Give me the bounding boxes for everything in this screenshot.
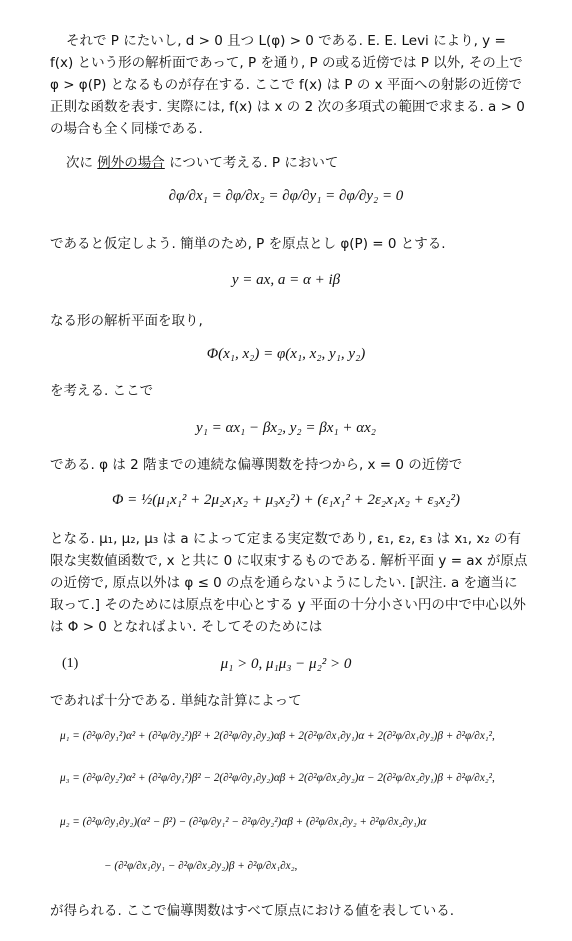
equation-number-1: (1) (62, 656, 79, 671)
equation-y-components: y₁ = αx₁ − βx₂, y₂ = βx₁ + αx₂ (196, 420, 376, 436)
equation-analytic-plane: y = ax, a = α + iβ (231, 272, 341, 288)
paragraph-exceptional-case (50, 152, 528, 174)
equation-mu2-line2: − (∂²φ/∂x₁∂y₁ − ∂²φ/∂x₂∂y₂)β + ∂²φ/∂x₁∂x₂, (104, 860, 298, 872)
equation-Phi-definition: Φ(x₁, x₂) = φ(x₁, x₂, y₁, y₂) (206, 346, 366, 362)
paragraph-assumption: であると仮定しよう. 簡単のため, P を原点とし φ(P) = 0 とする. (50, 236, 446, 252)
equation-mu2-line1: μ₂ = (∂²φ/∂y₁∂y₂)(α² − β²) − (∂²φ/∂y₁² − ∂²φ/∂y₂²)αβ + (∂²φ/∂x₁∂y₂ + ∂²φ/∂x₂∂y₁)α (60, 816, 427, 828)
paragraph-simple-calculation: であれば十分である. 単純な計算によって (50, 693, 302, 709)
paragraph-mu-epsilon: となる. μ₁, μ₂, μ₃ は a によって定まる実定数であり, ε₁, ε₂, ε₃ は x₁, x₂ の有限な実数値函数で, x と共に 0 に収束するものである. 解析平面 y = ax が原点の近傍で, 原点以外は φ ≤ 0 の点を通らないようにしたい. [訳注. a を適当に取って.] そのためには原点を中心とする y 平面の十分小さい円の中で中心以外は Φ > 0 となればよい. そしてそのためには (50, 531, 528, 635)
equation-mu3: μ₃ = (∂²φ/∂y₂²)α² + (∂²φ/∂y₁²)β² − 2(∂²φ/∂y₁∂y₂)αβ + 2(∂²φ/∂x₂∂y₂)α − 2(∂²φ/∂x₂∂y₁)β + ∂²φ/∂x₂², (60, 772, 495, 784)
text-segment: について考える. P において (164, 155, 339, 171)
equation-Phi-expansion: Φ = ½(μ₁x₁² + 2μ₂x₁x₂ + μ₃x₂²) + (ε₁x₁² + 2ε₂x₁x₂ + ε₃x₂²) (112, 492, 460, 508)
paragraph-conclusion: が得られる. ここで偏導関数はすべて原点における値を表している. (50, 903, 455, 919)
underlined-term: 例外の場合 (97, 155, 165, 171)
equation-1-conditions: μ₁ > 0, μ₁μ₃ − μ₂² > 0 (220, 656, 352, 672)
paragraph-continuous-derivatives: である. φ は 2 階までの連続な偏導関数を持つから, x = 0 の近傍で (50, 457, 463, 473)
paragraph-levi: それで P にたいし, d > 0 且つ L(φ) > 0 である. E. E. Levi により, y = f(x) という形の解析面であって, P を通り, P の或る近傍では P 以外, その上で φ > φ(P) となるものが存在する. ここで f(x) は P の x 平面への射影の近傍で正則な函数を表す. 実際には, f(x) は x の 2 次の多項式の範囲で求まる. a > 0 の場合も全く同様である. (50, 33, 525, 137)
text-segment: 次に (66, 155, 98, 171)
paragraph-consider: を考える. ここで (50, 383, 154, 399)
paragraph-take-plane: なる形の解析平面を取り, (50, 313, 203, 329)
equation-mu1: μ₁ = (∂²φ/∂y₁²)α² + (∂²φ/∂y₂²)β² + 2(∂²φ/∂y₁∂y₂)αβ + 2(∂²φ/∂x₁∂y₁)α + 2(∂²φ/∂x₁∂y₂)β + ∂²φ/∂x₁², (60, 730, 495, 742)
equation-partials-zero: ∂φ/∂x₁ = ∂φ/∂x₂ = ∂φ/∂y₁ = ∂φ/∂y₂ = 0 (168, 188, 404, 204)
